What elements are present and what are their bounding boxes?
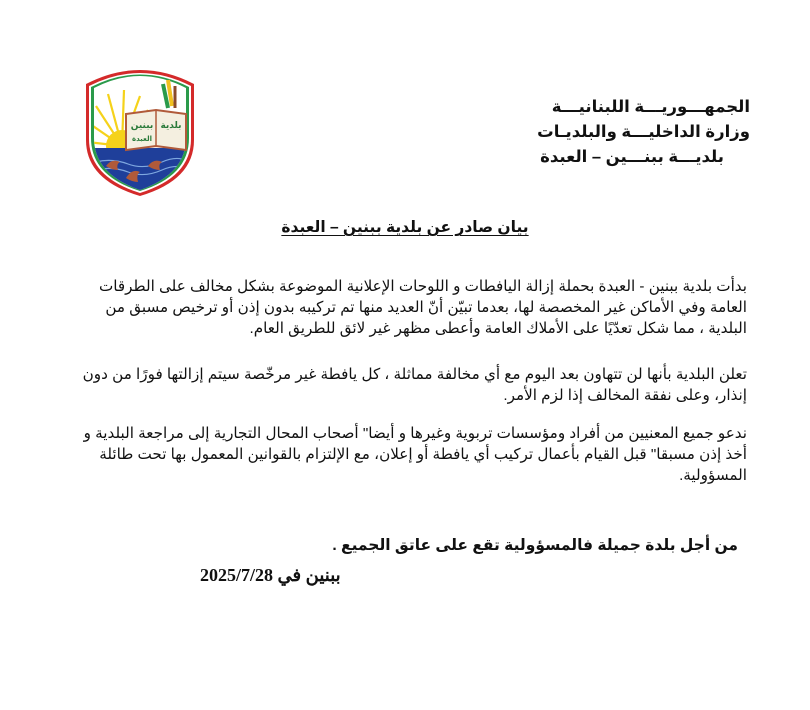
letterhead-ministry: وزارة الداخليـــة والبلديـات bbox=[537, 123, 750, 141]
municipality-logo bbox=[82, 66, 198, 196]
paragraph-text: ندعو جميع المعنيين من أفراد ومؤسسات تربوية وغيرها و أيضا" أصحاب المحال التجارية إلى مراجعة البلدية و أخذ إذن مسبقا" قبل القيام بأعمال تركيب أي يافطة أو إعلان، مع الإلتزام بالقوانين المعمول بها تحت طائلة المسؤولية. bbox=[83, 425, 747, 484]
place-and-date: ببنين في 2025/7/28 bbox=[200, 565, 341, 585]
logo-text-baladiya: بلدية bbox=[160, 121, 182, 131]
closing-statement: من أجل بلدة جميلة فالمسؤولية تقع على عاتق الجميع . bbox=[332, 537, 738, 554]
statement-title: بيان صادر عن بلدية ببنين – العبدة bbox=[281, 219, 529, 236]
paragraph-text: بدأت بلدية ببنين - العبدة بحملة إزالة اليافطات و اللوحات الإعلانية الموضوعة بشكل مخالف على الطرقات العامة وفي الأماكن غير المخصصة لها، بعدما تبيّن أنّ العديد منها تم تركيبه بدون إذن أو ترخيص مسبق من البلدية ، مما شكل تعدّيًا على الأملاك العامة وأعطى مظهر غير لائق للطريق العام. bbox=[98, 278, 747, 337]
letterhead-republic: الجمهـــوريـــة اللبنانيـــة bbox=[551, 98, 750, 116]
letterhead-municipality: بلديـــة ببنـــين – العبدة bbox=[540, 148, 724, 166]
paragraph-campaign bbox=[72, 276, 747, 339]
paragraph-call-to-action bbox=[72, 423, 747, 486]
logo-text-bebnine: ببنين bbox=[130, 121, 154, 131]
paragraph-warning bbox=[72, 364, 747, 406]
statement-title-wrapper bbox=[0, 218, 810, 237]
logo-text-abdeh: العبدة bbox=[131, 135, 153, 143]
paragraph-text: تعلن البلدية بأنها لن تتهاون بعد اليوم مع أي مخالفة مماثلة ، كل يافطة غير مرخّصة سيتم إزالتها فورًا من دون إنذار، وعلى نفقة المخالف إذا لزم الأمر. bbox=[82, 366, 747, 404]
logo-shield-icon bbox=[82, 66, 198, 196]
letterhead bbox=[450, 95, 750, 170]
